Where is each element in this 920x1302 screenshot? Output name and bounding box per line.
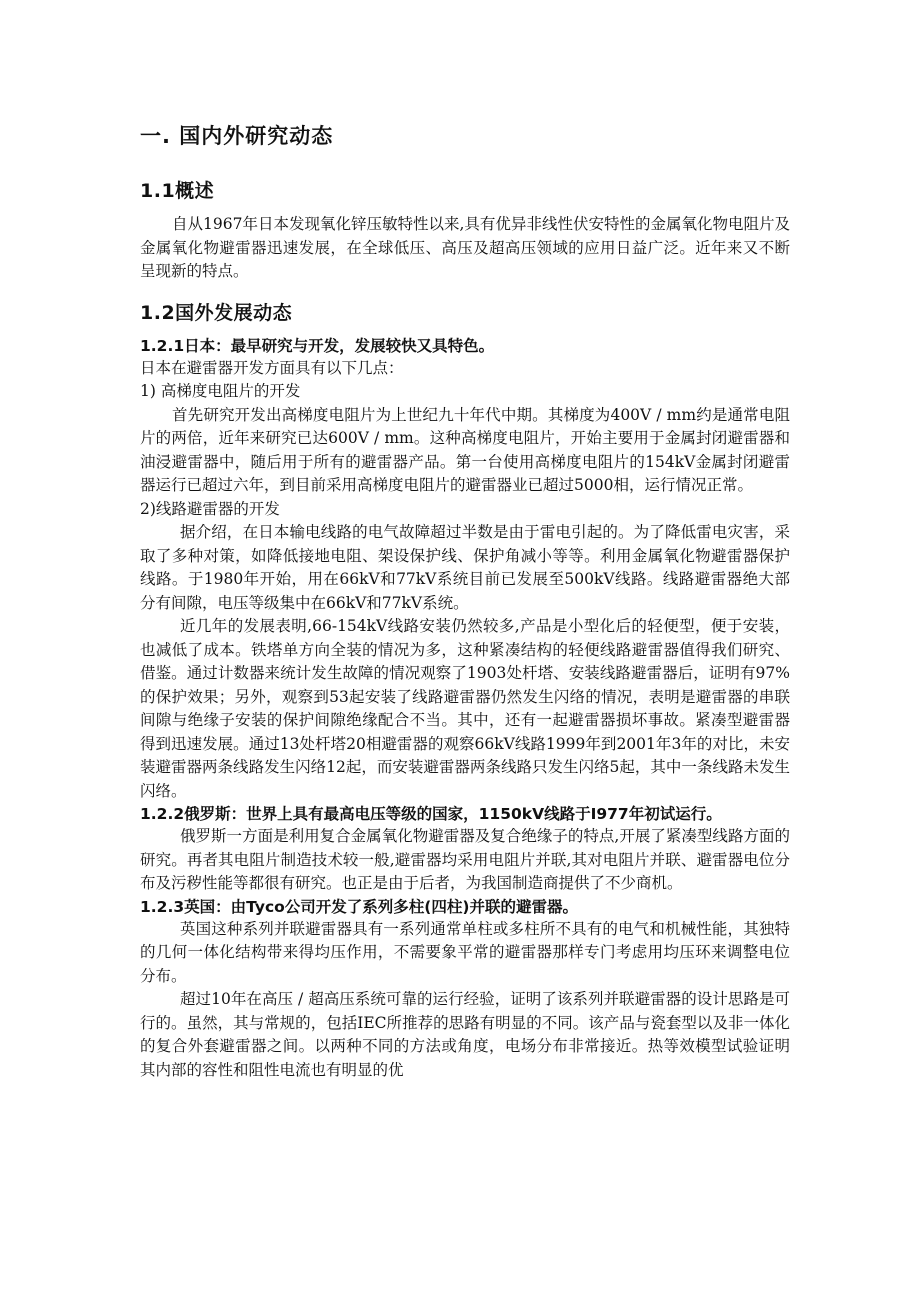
section-1-2-3-heading: 1.2.3英国：由Tyco公司开发了系列多柱(四柱)并联的避雷器。 xyxy=(140,897,578,916)
item-1-title: 1) 高梯度电阻片的开发 xyxy=(140,382,301,400)
section-1-2-1-intro: 日本在避雷器开发方面具有以下几点： xyxy=(140,358,404,377)
section-1-1-heading: 1.1概述 xyxy=(140,180,215,202)
section-1-1-paragraph: 自从1967年日本发现氧化锌压敏特性以来,具有优异非线性伏安特性的金属氧化物电阻片及金属氧化物避雷器迅速发展，在全球低压、高压及超高压领域的应用日益广泛。近年来又不断呈现新的特点。 xyxy=(140,215,790,280)
section-1-2-heading: 1.2国外发展动态 xyxy=(140,301,293,324)
item-2-paragraph-2: 近几年的发展表明,66-154kV线路安装仍然较多,产品是小型化后的轻便型，便于安装，也减低了成本。铁塔单方向全装的情况为多，这种紧凑结构的轻便线路避雷器值得我们研究、借鉴。通过计数器来统计发生故障的情况观察了1903处杆塔、安装线路避雷器后，证明有97% 的保护效果；另外，观察到53起安装了线路避雷器仍然发生闪络的情况，表明是避雷器的串联间隙与绝缘子安装的保护间隙绝缘配合不当。其中，还有一起避雷器损坏事故。紧凑型避雷器得到迅速发展。通过13处杆塔20相避雷器的观察66kV线路1999年到2001年3年的对比，未安装避雷器两条线路发生闪络12起，而安装避雷器两条线路只发生闪络5起，其中一条线路未发生闪络。 xyxy=(140,617,790,800)
item-2-title: 2)线路避雷器的开发 xyxy=(140,499,280,518)
section-1-2-1-heading: 1.2.1日本：最早研究与开发，发展较快又具特色。 xyxy=(140,336,495,355)
document-title: 一. 国内外研究动态 xyxy=(140,124,334,148)
section-1-2-2-paragraph: 俄罗斯一方面是利用复合金属氧化物避雷器及复合绝缘子的特点,开展了紧凑型线路方面的研究。再者其电阻片制造技术较一般,避雷器均采用电阻片并联,其对电阻片并联、避雷器电位分布及污秽性能等都很有研究。也正是由于后者，为我国制造商提供了不少商机。 xyxy=(140,827,790,892)
section-1-2-3-paragraph-2: 超过10年在高压 / 超高压系统可靠的运行经验，证明了该系列并联避雷器的设计思路是可行的。虽然，其与常规的，包括IEC所推荐的思路有明显的不同。该产品与瓷套型以及非一体化的复合外套避雷器之间。以两种不同的方法或角度，电场分布非常接近。热等效模型试验证明其内部的容性和阻性电流也有明显的优 xyxy=(140,990,790,1079)
document-body xyxy=(140,120,790,1082)
section-1-2-2-heading: 1.2.2俄罗斯：世界上具有最高电压等级的国家，1150kV线路于I977年初试运行。 xyxy=(140,805,722,823)
item-1-paragraph: 首先研究开发出高梯度电阻片为上世纪九十年代中期。其梯度为400V / mm约是通常电阻片的两倍，近年来研究已达600V / mm。这种高梯度电阻片，开始主要用于金属封闭避雷器和油浸避雷器中，随后用于所有的避雷器产品。第一台使用高梯度电阻片的154kV金属封闭避雷器运行已超过六年，到目前采用高梯度电阻片的避雷器业已超过5000相，运行情况正常。 xyxy=(140,405,790,494)
section-1-2-3-paragraph-1: 英国这种系列并联避雷器具有一系列通常单柱或多柱所不具有的电气和机械性能，其独特的几何一体化结构带来得均压作用，不需要象平常的避雷器那样专门考虑用均压环来调整电位分布。 xyxy=(140,919,790,985)
item-2-paragraph-1: 据介绍，在日本输电线路的电气故障超过半数是由于雷电引起的。为了降低雷电灾害，采取了多种对策，如降低接地电阻、架设保护线、保护角减小等等。利用金属氧化物避雷器保护线路。于1980年开始，用在66kV和77kV系统目前已发展至500kV线路。线路避雷器绝大部分有间隙，电压等级集中在66kV和77kV系统。 xyxy=(140,523,790,612)
